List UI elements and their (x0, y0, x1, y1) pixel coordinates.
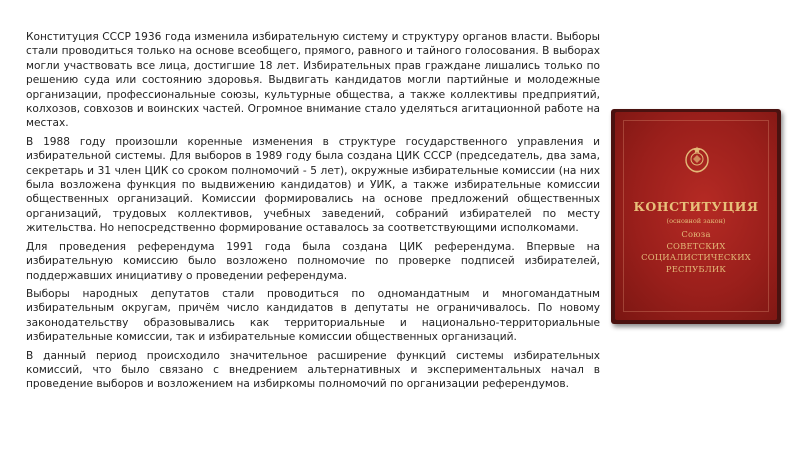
paragraph-deputies: Выборы народных депутатов стали проводиться по одномандатным и многомандатным избирательным округам, причём число кандидатов в депутаты не ограничивалось. По новому законодательству образовывались как территориальные и национально-территориальные избирательные комиссии, так и избирательные комиссии общественных организаций. (26, 287, 600, 344)
book-line-4: РЕСПУБЛИК (665, 263, 727, 274)
book-line-2: СОВЕТСКИХ (666, 240, 726, 251)
book-line-1: Союза (681, 229, 711, 239)
paragraph-1936: Конституция СССР 1936 года изменила избирательную систему и структуру органов власти. Выборы стали проводиться только на основе всеобщего, прямого, равного и тайного голосования. В выборах могли участвовать все лица, достигшие 18 лет. Избирательных прав граждане лишались только по решению суда или состоянию здоровья. Выдвигать кандидатов могли партийные и молодежные организации, профессиональные союзы, культурные общества, а также коллективы предприятий, колхозов, совхозов и воинских частей. Огромное внимание стало уделяться агитационной работе на местах. (26, 31, 600, 130)
soviet-emblem-icon (684, 145, 710, 173)
paragraph-1991: Для проведения референдума 1991 года была создана ЦИК референдума. Впервые на избирательную комиссию было возложено полномочие по проверке подписей избирателей, поддержавших инициативу о проведении референдума. (26, 240, 600, 282)
book-line-3: СОЦИАЛИСТИЧЕСКИХ (641, 252, 751, 262)
constitution-book-image (611, 109, 781, 324)
paragraph-period: В данный период происходило значительное расширение функций системы избирательных комиссий, что было связано с внедрением альтернативных и экспериментальных начал в проведение выборов и возложением на избиркомы полномочий по организации референдумов. (26, 349, 600, 391)
article-text (26, 30, 600, 396)
book-lettering (615, 229, 777, 275)
book-cover (615, 112, 777, 320)
book-title: КОНСТИТУЦИЯ (633, 199, 759, 214)
book-subtitle: (основной закон) (666, 217, 726, 225)
paragraph-1988: В 1988 году произошли коренные изменения в структуре государственного управления и избирательной системы. Для выборов в 1989 году была создана ЦИК СССР (председатель, два зама, секретарь и 31 член ЦИК со сроком полномочий - 5 лет), окружные избирательные комиссии (на них была возложена функция по выдвижению кандидатов) и УИК, а также избирательные комиссии общественных организаций. Комиссии формировались на основе предложений общественных организаций, трудовых коллективов, учебных заведений, собраний избирателей по месту жительства. Но непосредственно формирование оставалось за соответствующими исполкомами. (26, 135, 600, 235)
